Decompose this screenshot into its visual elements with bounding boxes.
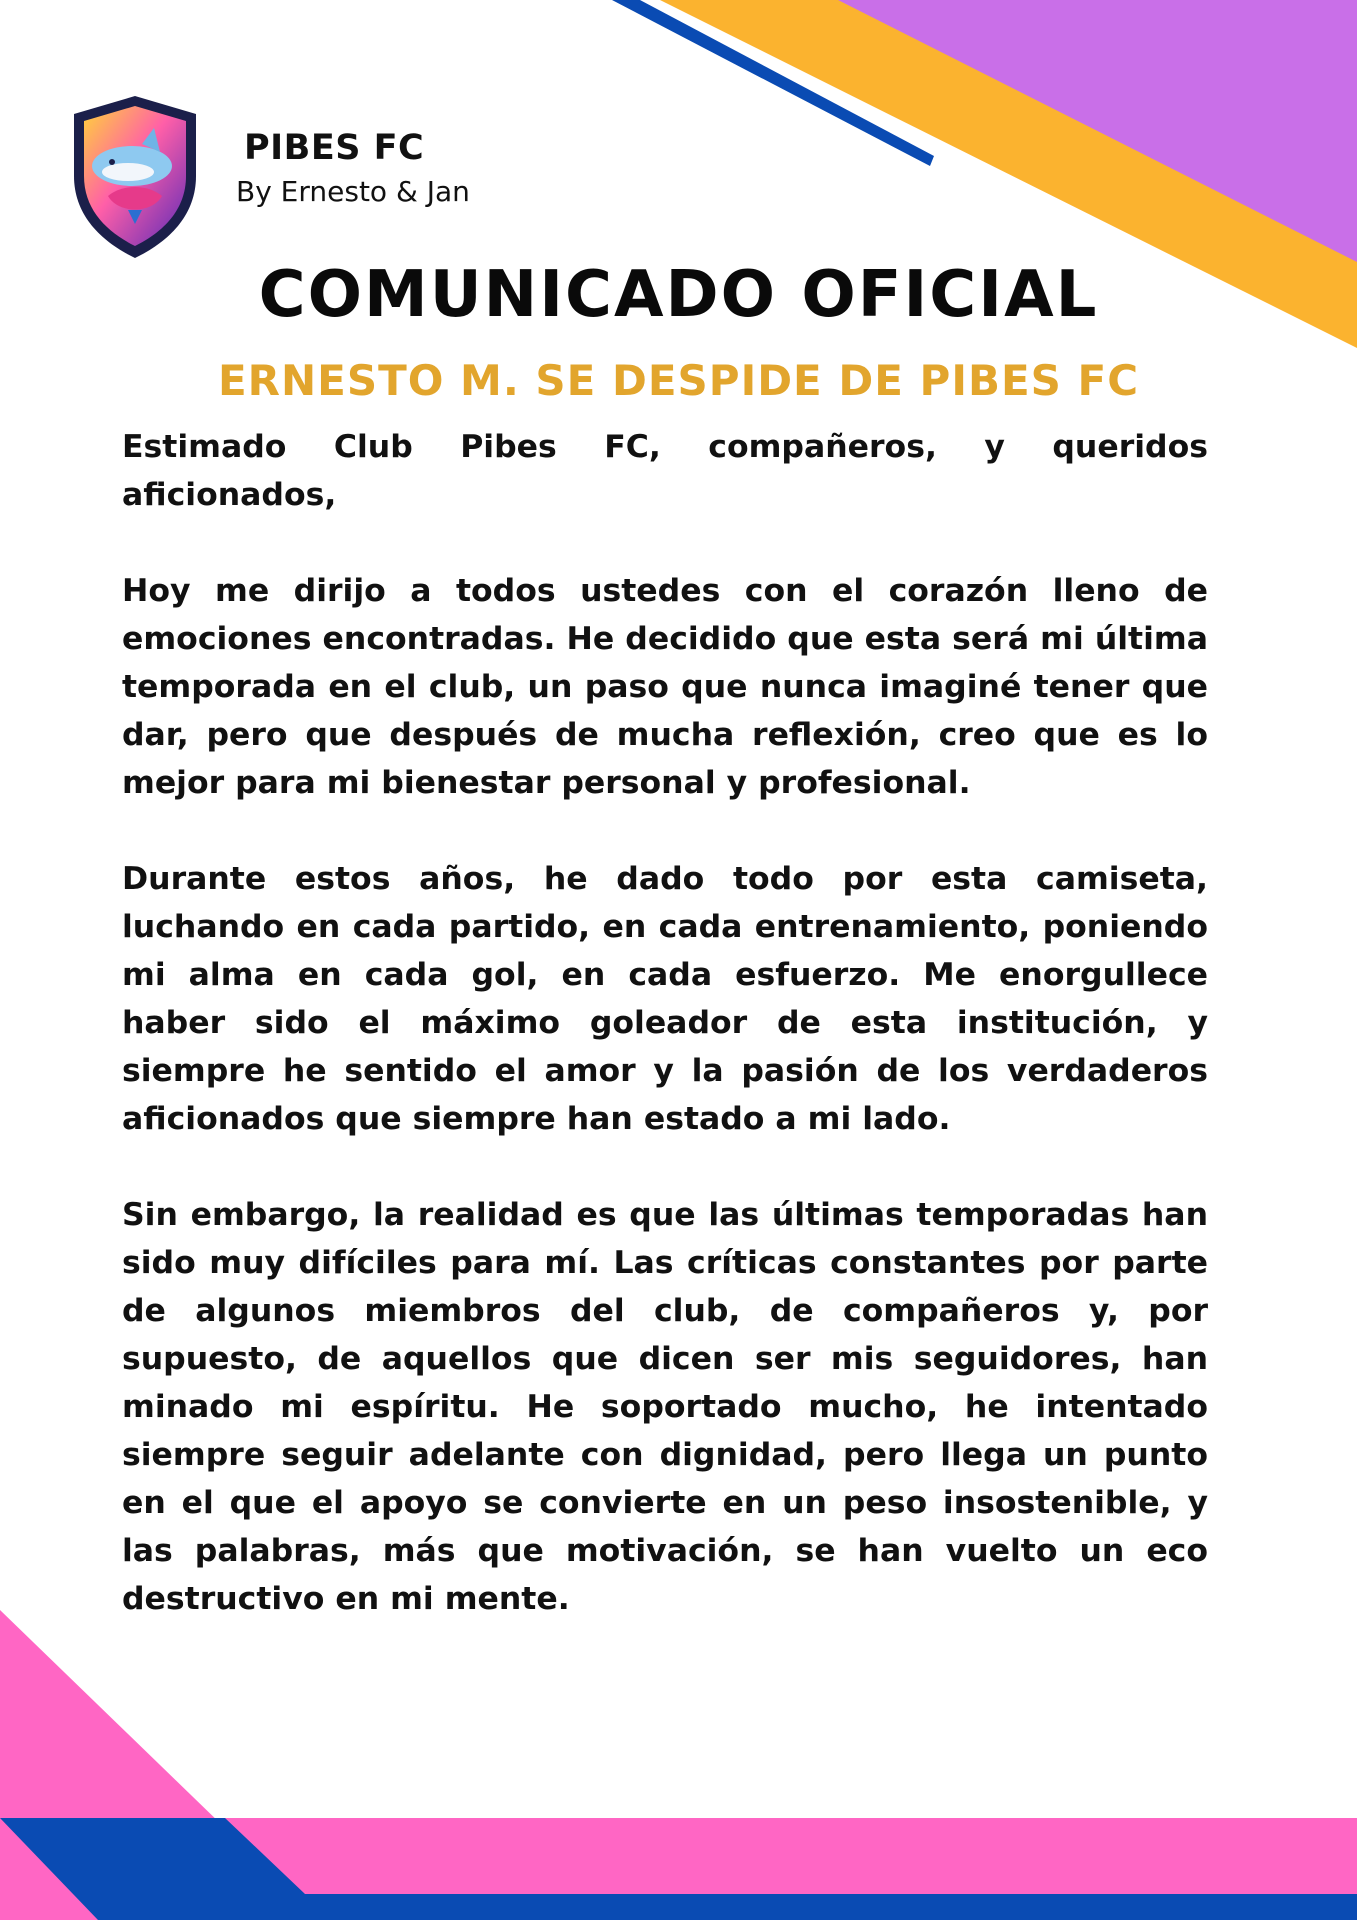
shark-shield-crest-icon [68,92,202,262]
page-subtitle: ERNESTO M. SE DESPIDE DE PIBES FC [217,356,1140,405]
paragraph: Hoy me dirijo a todos ustedes con el corazón lleno de emociones encontradas. He decidido que esta será mi última temporada en el club, un paso que nunca imaginé tener que dar, pero que después de mucha reflexión, creo que es lo mejor para mi bienestar personal y profesional. [122,573,1208,801]
page-title: COMUNICADO OFICIAL [258,258,1099,332]
club-name: PIBES FC [244,128,425,168]
club-byline: By Ernesto & Jan [236,175,470,208]
paragraph: Durante estos años, he dado todo por esta camiseta, luchando en cada partido, en cada entrenamiento, poniendo mi alma en cada gol, en cada esfuerzo. Me enorgullece haber sido el máximo goleador de esta institución, y siempre he sentido el amor y la pasión de los verdaderos aficionados que siempre han estado a mi lado. [122,861,1208,1137]
letter-body [122,423,1208,1671]
paragraph: Sin embargo, la realidad es que las últimas temporadas han sido muy difíciles para mí. Las críticas constantes por parte de algunos miembros del club, de compañeros y, por supuesto, de aquellos que dicen ser mis seguidores, han minado mi espíritu. He soportado mucho, he intentado siempre seguir adelante con dignidad, pero llega un punto en el que el apoyo se convierte en un peso insostenible, y las palabras, más que motivación, se han vuelto un eco destructivo en mi mente. [122,1197,1208,1617]
paragraph-greeting: Estimado Club Pibes FC, compañeros, y queridos aficionados, [122,429,1208,513]
